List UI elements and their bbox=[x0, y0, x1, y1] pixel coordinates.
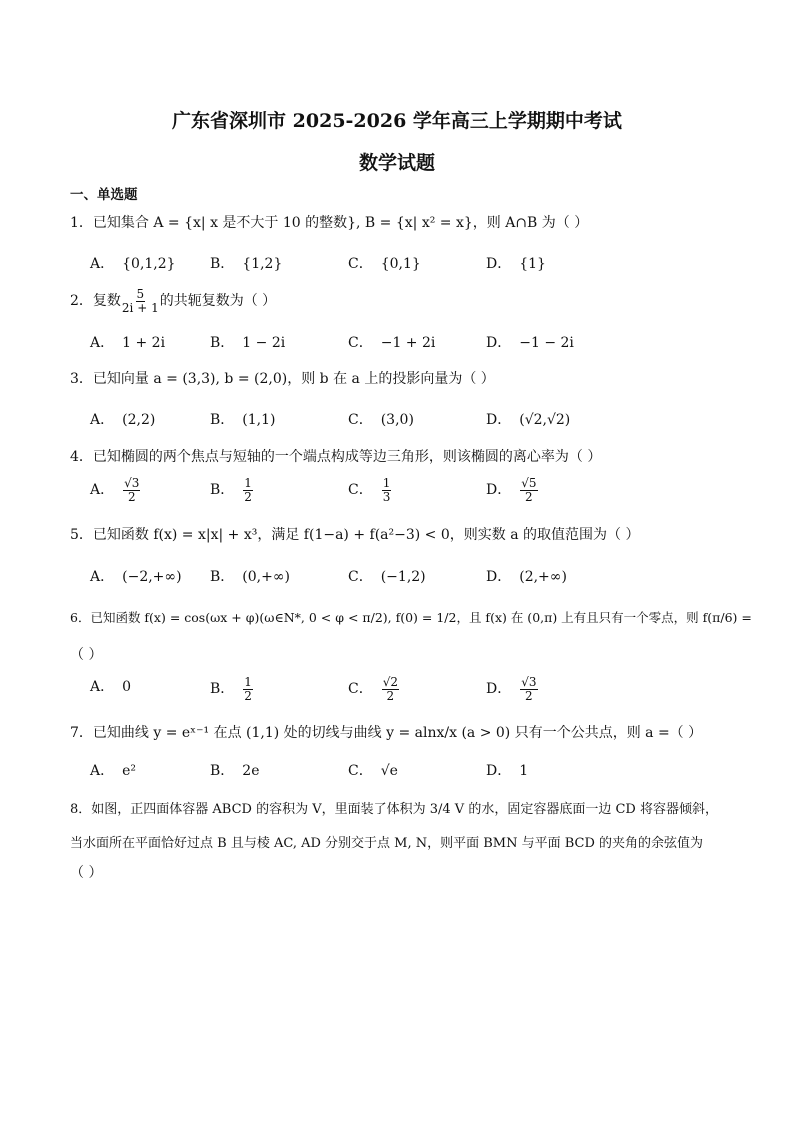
page-subtitle: 数学试题 bbox=[358, 152, 435, 174]
option-d bbox=[486, 566, 567, 586]
option-label: B． bbox=[210, 412, 235, 428]
option-b bbox=[210, 566, 290, 586]
fraction bbox=[520, 477, 537, 503]
option-label: C． bbox=[348, 681, 373, 698]
fraction-denominator: 3 bbox=[382, 489, 391, 504]
option-label: A． bbox=[90, 679, 115, 695]
option-a bbox=[90, 409, 155, 429]
fraction bbox=[243, 477, 253, 503]
question-2-prefix: 2．复数 bbox=[70, 293, 121, 310]
option-label: C． bbox=[348, 256, 373, 272]
option-b bbox=[210, 760, 260, 780]
fraction-denominator: 2 bbox=[386, 688, 395, 703]
fraction-numerator: √5 bbox=[521, 476, 537, 490]
option-value: (−1,2) bbox=[380, 569, 426, 585]
option-c bbox=[348, 760, 398, 780]
option-label: B． bbox=[210, 763, 235, 779]
option-label: B． bbox=[210, 335, 235, 351]
option-value: 1 + 2i bbox=[122, 335, 166, 351]
option-b bbox=[210, 332, 285, 352]
question-8-line-3: （ ） bbox=[70, 865, 103, 881]
option-label: D． bbox=[486, 482, 512, 499]
option-c bbox=[348, 566, 426, 586]
question-2 bbox=[70, 288, 276, 314]
fraction-denominator: 2 bbox=[127, 489, 136, 504]
option-label: A． bbox=[90, 763, 115, 779]
option-label: C． bbox=[348, 569, 373, 585]
fraction-denominator: 2i + 1 bbox=[121, 300, 159, 315]
option-label: B． bbox=[210, 256, 235, 272]
option-d bbox=[486, 477, 539, 503]
option-a bbox=[90, 566, 182, 586]
question-8-line-2: 当水面所在平面恰好过点 B 且与棱 AC, AD 分别交于点 M, N，则平面 BMN 与平面 BCD 的夹角的余弦值为 bbox=[70, 836, 704, 851]
option-d bbox=[486, 409, 570, 429]
option-c bbox=[348, 253, 421, 273]
option-label: B． bbox=[210, 569, 235, 585]
option-value: 1 − 2i bbox=[242, 335, 286, 351]
option-a bbox=[90, 253, 176, 273]
fraction-denominator: 2 bbox=[244, 489, 252, 504]
option-d bbox=[486, 676, 539, 702]
option-label: B． bbox=[210, 681, 235, 698]
fraction-denominator: 2 bbox=[525, 489, 533, 504]
option-label: D． bbox=[486, 763, 512, 779]
fraction-denominator: 2 bbox=[525, 688, 533, 703]
option-value: (2,+∞) bbox=[519, 569, 567, 585]
option-value: (3,0) bbox=[380, 412, 414, 428]
option-value: −1 + 2i bbox=[380, 335, 436, 351]
question-6-continuation: （ ） bbox=[70, 647, 103, 663]
option-label: C． bbox=[348, 412, 373, 428]
option-label: C． bbox=[348, 763, 373, 779]
question-2-suffix: 的共轭复数为（ ） bbox=[159, 293, 277, 310]
option-value: 0 bbox=[122, 679, 132, 695]
question-8: 8．如图，正四面体容器 ABCD 的容积为 V，里面装了体积为 3/4 V 的水，固定容器底面一边 CD 将容器倾斜， bbox=[70, 802, 718, 817]
fraction bbox=[520, 676, 537, 702]
fraction-numerator: 5 bbox=[136, 287, 145, 301]
fraction bbox=[123, 477, 140, 503]
option-value: √e bbox=[380, 763, 398, 779]
option-a bbox=[90, 760, 136, 780]
option-a bbox=[90, 332, 165, 352]
option-label: A． bbox=[90, 256, 115, 272]
option-d bbox=[486, 253, 546, 273]
option-label: A． bbox=[90, 335, 115, 351]
option-label: A． bbox=[90, 569, 115, 585]
question-7: 7．已知曲线 y = eˣ⁻¹ 在点 (1,1) 处的切线与曲线 y = alnx/x (a > 0) 只有一个公共点，则 a =（ ） bbox=[70, 725, 703, 741]
fraction-numerator: 1 bbox=[244, 675, 252, 689]
option-label: D． bbox=[486, 681, 512, 698]
option-c bbox=[348, 477, 392, 503]
option-label: D． bbox=[486, 335, 512, 351]
option-label: D． bbox=[486, 569, 512, 585]
option-label: B． bbox=[210, 482, 235, 499]
option-c bbox=[348, 409, 414, 429]
option-value: {0,1} bbox=[380, 256, 421, 272]
question-6: 6．已知函数 f(x) = cos(ωx + φ)(ω∈N*, 0 < φ < π/2), f(0) = 1/2，且 f(x) 在 (0,π) 上有且只有一个零点，则 f(π/6) = bbox=[70, 610, 752, 625]
fraction-denominator: 2 bbox=[244, 688, 252, 703]
option-c bbox=[348, 676, 400, 702]
option-d bbox=[486, 332, 574, 352]
option-value: {0,1,2} bbox=[122, 256, 176, 272]
option-value: (0,+∞) bbox=[242, 569, 290, 585]
option-value: 1 bbox=[519, 763, 529, 779]
option-label: C． bbox=[348, 335, 373, 351]
question-3: 3．已知向量 a = (3,3), b = (2,0)，则 b 在 a 上的投影向量为（ ） bbox=[70, 371, 495, 387]
option-value: −1 − 2i bbox=[519, 335, 574, 351]
option-label: D． bbox=[486, 412, 512, 428]
fraction-numerator: 1 bbox=[244, 476, 252, 490]
fraction bbox=[243, 676, 253, 702]
option-label: C． bbox=[348, 482, 373, 499]
option-b bbox=[210, 477, 254, 503]
option-value: {1,2} bbox=[242, 256, 283, 272]
question-1: 1．已知集合 A = {x| x 是不大于 10 的整数}, B = {x| x² = x}，则 A∩B 为（ ） bbox=[70, 215, 589, 231]
option-value: {1} bbox=[519, 256, 546, 272]
fraction-numerator: √3 bbox=[124, 476, 140, 490]
option-c bbox=[348, 332, 435, 352]
option-value: (2,2) bbox=[122, 412, 156, 428]
option-b bbox=[210, 253, 282, 273]
option-a bbox=[90, 676, 131, 696]
option-value: (√2,√2) bbox=[519, 412, 571, 428]
fraction bbox=[382, 676, 399, 702]
option-b bbox=[210, 409, 276, 429]
option-label: A． bbox=[90, 412, 115, 428]
fraction bbox=[382, 477, 392, 503]
option-value: e² bbox=[122, 763, 137, 779]
option-value: (−2,+∞) bbox=[122, 569, 182, 585]
option-value: (1,1) bbox=[242, 412, 276, 428]
option-a bbox=[90, 477, 141, 503]
fraction-numerator: 1 bbox=[382, 476, 391, 490]
option-value: 2e bbox=[242, 763, 260, 779]
page-title: 广东省深圳市 2025-2026 学年高三上学期期中考试 bbox=[172, 110, 622, 132]
option-label: A． bbox=[90, 482, 115, 499]
question-4: 4．已知椭圆的两个焦点与短轴的一个端点构成等边三角形，则该椭圆的离心率为（ ） bbox=[70, 449, 602, 465]
question-5: 5．已知函数 f(x) = x|x| + x³，满足 f(1−a) + f(a²−3) < 0，则实数 a 的取值范围为（ ） bbox=[70, 527, 640, 543]
fraction-numerator: √2 bbox=[382, 675, 398, 689]
option-b bbox=[210, 676, 254, 702]
option-d bbox=[486, 760, 528, 780]
fraction bbox=[122, 288, 159, 314]
section-heading: 一、单选题 bbox=[70, 187, 138, 203]
option-label: D． bbox=[486, 256, 512, 272]
fraction-numerator: √3 bbox=[521, 675, 537, 689]
